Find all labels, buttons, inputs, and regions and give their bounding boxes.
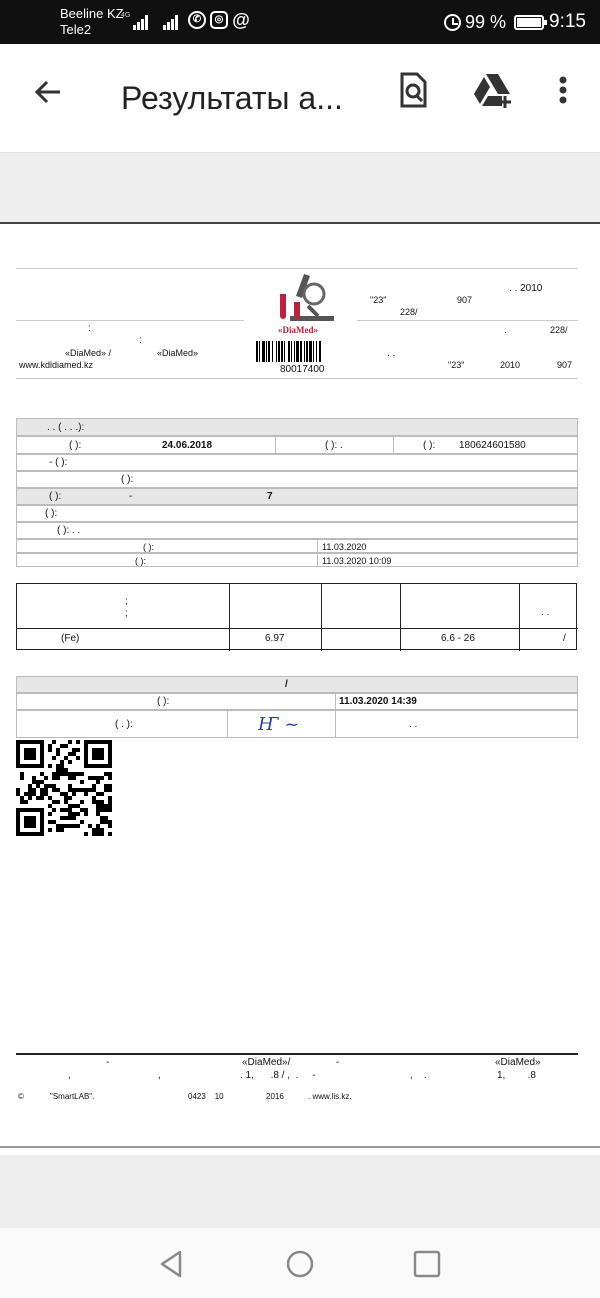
- header-date: . . 2010: [509, 283, 543, 294]
- order-id-value: 180624601580: [459, 440, 526, 451]
- qr-code: [16, 740, 112, 836]
- header-907b: 907: [557, 360, 573, 370]
- info-row: [16, 553, 578, 567]
- viewer-toolbar-area: [0, 152, 600, 222]
- license-number: 0423 10: [188, 1092, 224, 1101]
- results-table: [16, 583, 577, 650]
- at-icon: @: [232, 10, 250, 30]
- divider: [16, 378, 578, 379]
- info-row: [16, 471, 578, 488]
- info-row: [16, 539, 578, 553]
- info-row: [16, 488, 578, 505]
- unit: /: [563, 633, 566, 644]
- license-year: 2016: [266, 1092, 284, 1101]
- barcode-number: 80017400: [280, 364, 325, 375]
- column-header: . .: [541, 607, 550, 618]
- sample-date-value: 11.03.2020: [322, 542, 367, 552]
- divider: [16, 320, 244, 321]
- birth-date-label: ( ):: [69, 440, 82, 451]
- notification-icons: [188, 11, 250, 29]
- system-nav-bar: [0, 1228, 600, 1298]
- birth-date-value: 24.06.2018: [162, 440, 213, 451]
- header-colon: :: [139, 335, 142, 346]
- info-value: -: [129, 491, 133, 502]
- info-value: 7: [267, 491, 273, 502]
- info-label: ( ):: [121, 474, 134, 485]
- whatsapp-icon: ✆: [188, 11, 206, 29]
- info-row: [16, 418, 578, 436]
- status-bar: [0, 0, 600, 44]
- viewer-bottom-area: [0, 1155, 600, 1228]
- carrier-2: Tele2: [60, 22, 92, 37]
- find-in-page-icon[interactable]: [393, 70, 433, 110]
- header-228b: 228/: [550, 325, 568, 335]
- info-label: . . ( . . .):: [47, 422, 85, 433]
- info-row: [16, 505, 578, 522]
- signal-icon: [133, 14, 151, 30]
- footer-text: «DiaMed»/: [242, 1057, 291, 1068]
- issue-date-label: ( ):: [157, 696, 170, 707]
- footer-text: ,: [158, 1070, 161, 1081]
- header-228: 228/: [400, 307, 418, 317]
- vendor-site: . www.lis.kz.: [308, 1092, 352, 1101]
- info-row: [16, 436, 578, 454]
- footer-text: , .: [410, 1070, 427, 1081]
- back-triangle-icon[interactable]: [156, 1248, 188, 1280]
- lab-name: «DiaMed» /: [65, 348, 112, 358]
- more-vert-icon[interactable]: [543, 70, 583, 110]
- header-dot: .: [504, 325, 507, 336]
- footer-text: 1, .8: [497, 1070, 536, 1081]
- footer-text: ,: [68, 1070, 71, 1081]
- battery-icon: [514, 15, 544, 30]
- doctor-name: . .: [409, 719, 418, 730]
- reference-range: 6.6 - 26: [441, 633, 475, 644]
- barcode: [256, 341, 352, 362]
- app-bar: [0, 44, 600, 152]
- signal-icon-2: [163, 14, 181, 30]
- footer-text: . 1, .8 / , . -: [240, 1070, 316, 1081]
- doctor-signature: Ҥ ~: [258, 714, 300, 735]
- info-label: ( ): .: [325, 440, 343, 451]
- sign-row: [16, 693, 578, 710]
- home-circle-icon[interactable]: [284, 1248, 316, 1280]
- alarm-icon: [444, 14, 461, 31]
- back-arrow-icon[interactable]: [30, 74, 66, 110]
- copyright-symbol: ©: [18, 1092, 24, 1101]
- column-header: ; ;: [125, 596, 128, 619]
- divider: [16, 268, 578, 269]
- header-dots: . .: [387, 348, 396, 359]
- info-row: [16, 522, 578, 539]
- issue-date-value: 11.03.2020 14:39: [339, 696, 417, 707]
- info-row: [16, 454, 578, 471]
- sign-row: [16, 676, 578, 693]
- header-2010: 2010: [500, 360, 521, 370]
- received-date-label: ( ):: [135, 556, 146, 566]
- status-right: [444, 11, 544, 33]
- lab-name: «DiaMed»: [157, 348, 199, 358]
- footer-text: «DiaMed»: [495, 1057, 541, 1068]
- header-907: 907: [457, 295, 473, 305]
- battery-percent: 99 %: [464, 12, 506, 32]
- doctor-label: ( . ):: [115, 719, 133, 730]
- column-flag: [322, 584, 401, 651]
- footer-divider: [16, 1053, 578, 1055]
- carrier-labels: [60, 6, 124, 38]
- add-to-drive-icon[interactable]: [472, 70, 512, 110]
- result-value: 6.97: [265, 633, 285, 644]
- network-type: 4G: [121, 12, 131, 19]
- info-label: ( ): . .: [57, 525, 81, 536]
- sign-title: /: [285, 679, 288, 690]
- sample-date-label: ( ):: [143, 542, 154, 552]
- footer-text: -: [106, 1057, 110, 1068]
- header-divider: [17, 628, 578, 629]
- header-q23: "23": [370, 295, 387, 305]
- instagram-icon: ◎: [210, 11, 228, 29]
- received-date-value: 11.03.2020 10:09: [322, 556, 392, 566]
- info-label: ( ):: [49, 491, 62, 502]
- order-id-label: ( ):: [423, 440, 436, 451]
- carrier-1: Beeline KZ: [60, 6, 124, 21]
- info-label: ( ):: [45, 508, 58, 519]
- page-title: Результаты а...: [121, 80, 343, 116]
- info-label: - ( ):: [49, 457, 68, 468]
- software-name: "SmartLAB".: [50, 1092, 95, 1101]
- recents-square-icon[interactable]: [411, 1248, 443, 1280]
- footer-text: -: [336, 1057, 340, 1068]
- analyte-name: (Fe): [61, 633, 80, 644]
- lab-website[interactable]: www.kdldiamed.kz: [19, 360, 94, 370]
- divider: [357, 320, 578, 321]
- clock: 9:15: [549, 11, 586, 32]
- logo-caption: «DiaMed»: [278, 325, 318, 335]
- header-q23b: "23": [448, 360, 465, 370]
- header-colon: :: [88, 323, 91, 334]
- column-test: [17, 584, 230, 651]
